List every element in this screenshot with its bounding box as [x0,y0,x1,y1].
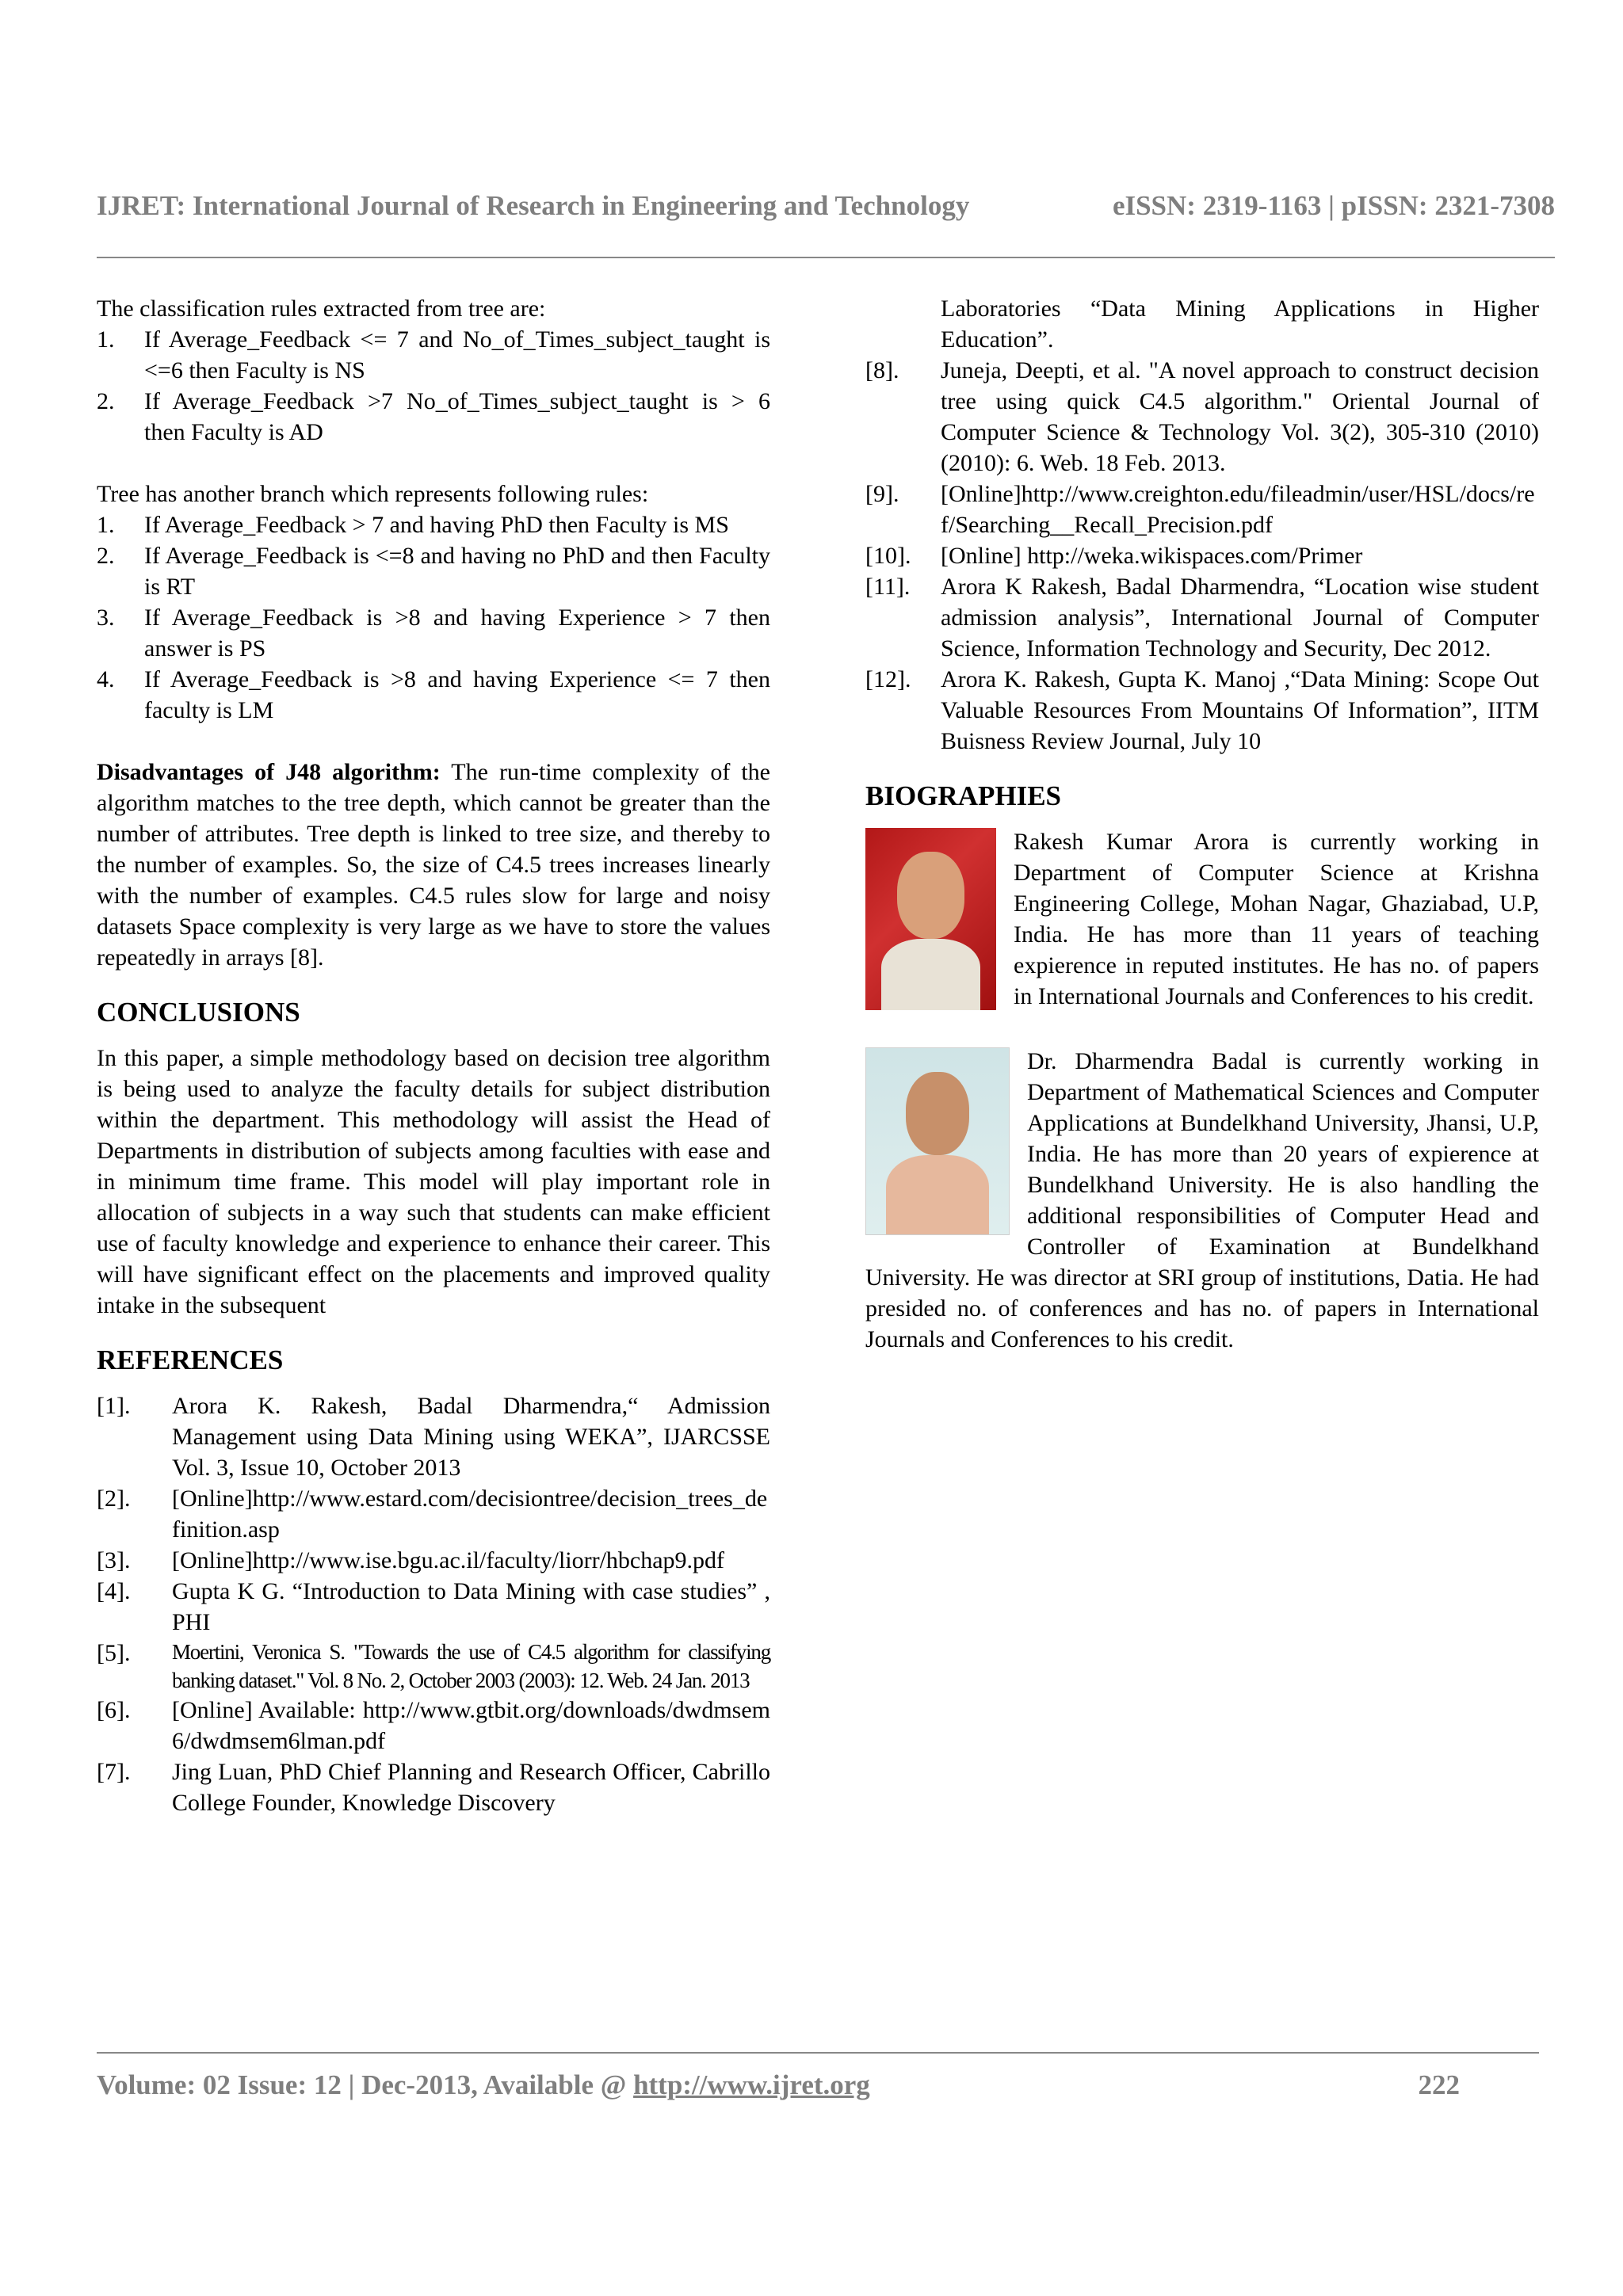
reference-item: [12]. Arora K. Rakesh, Gupta K. Manoj ,“Data Mining: Scope Out Valuable Resources From Mountains Of Information”, IITM Buisness Review Journal, July 10 [865,666,1539,754]
reference-item: [3]. [Online]http://www.ise.bgu.ac.il/faculty/liorr/hbchap9.pdf [97,1547,725,1573]
disadvantages-label: Disadvantages of J48 algorithm: [97,759,441,785]
reference-item: [1]. Arora K. Rakesh, Badal Dharmendra,“ Admission Management using Data Mining using WEKA”, IJARCSSE Vol. 3, Issue 10, October 2013 [97,1393,770,1481]
journal-url-link[interactable]: http://www.ijret.org [633,2069,870,2100]
reference-item: [6]. [Online] Available: http://www.gtbit.org/downloads/dwdmsem6/dwdmsem6lman.pdf [97,1697,770,1754]
reference-item: [9]. [Online]http://www.creighton.edu/fileadmin/user/HSL/docs/ref/Searching__Recall_Precision.pdf [865,481,1535,538]
footer-rule [97,2052,1539,2054]
reference-item: [5]. Moertini, Veronica S. "Towards the use of C4.5 algorithm for classifying banking dataset." Vol. 8 No. 2, October 2003 (2003): 12. Web. 24 Jan. 2013 [97,1640,770,1692]
volume-info: Volume: 02 Issue: 12 | Dec-2013, Available @ [97,2069,634,2100]
page-number: 222 [1418,2069,1460,2100]
header-rule [97,257,1555,258]
branch-rules-list [97,509,770,726]
rules-intro: The classification rules extracted from tree are: [97,296,546,322]
rule-item: 3. If Average_Feedback is >8 and having Experience > 7 then answer is PS [97,605,770,662]
references-list [97,1390,770,1818]
reference-item: [7]. Jing Luan, PhD Chief Planning and Research Officer, Cabrillo College Founder, Knowledge Discovery [97,1759,770,1816]
reference-item: [10]. [Online] http://weka.wikispaces.com/Primer [865,543,1363,569]
rule-item: 2. If Average_Feedback is <=8 and having no PhD and then Faculty is RT [97,543,770,600]
references-heading: REFERENCES [97,1344,284,1375]
running-footer [97,2069,1460,2101]
author-photo-2 [865,1047,1010,1235]
rules-list [97,324,770,448]
rule-item: 2. If Average_Feedback >7 No_of_Times_subject_taught is > 6 then Faculty is AD [97,388,770,445]
biographies-heading: BIOGRAPHIES [865,780,1061,811]
conclusions-heading: CONCLUSIONS [97,997,300,1028]
branch-intro: Tree has another branch which represents following rules: [97,481,649,507]
disadvantages-paragraph: Disadvantages of J48 algorithm: The run-time complexity of the algorithm matches to the tree depth, which cannot be greater than the number of attributes. Tree depth is linked to tree size, and thereby to the number of examples. So, the size of C4.5 trees increases linearly with the number of examples. C4.5 rules slow for large and noisy datasets Space complexity is very large as we have to store the values repeatedly in arrays [8]. [97,759,770,971]
rule-item: 4. If Average_Feedback is >8 and having Experience <= 7 then faculty is LM [97,666,770,723]
left-column [97,293,770,1818]
reference-item: [2]. [Online]http://www.estard.com/decisiontree/decision_trees_definition.asp [97,1486,768,1543]
biography-2: Dr. Dharmendra Badal is currently working in Department of Mathematical Sciences and Computer Applications at Bundelkhand University, Jhansi, U.P, India. He has more than 20 years of expierence at Bundelkhand University. He is also handling the additional responsibilities of Computer Head and Controller of Examination at Bundelkhand University. He was director at SRI group of institutions, Datia. He had presided no. of conferences and has no. of papers in International Journals and Conferences to his credit. [865,1048,1539,1352]
references-list-continued [865,293,1539,757]
reference-item: [4]. Gupta K G. “Introduction to Data Mining with case studies” , PHI [97,1578,770,1635]
reference-item: [11]. Arora K Rakesh, Badal Dharmendra, “Location wise student admission analysis”, International Journal of Computer Science, Information Technology and Security, Dec 2012. [865,574,1539,662]
issn: eISSN: 2319-1163 | pISSN: 2321-7308 [1112,190,1555,221]
reference-item: [8]. Juneja, Deepti, et al. "A novel approach to construct decision tree using quick C4.5 algorithm." Oriental Journal of Computer Science & Technology Vol. 3(2), 305-310 (2010) (2010): 6. Web. 18 Feb. 2013. [865,357,1539,476]
running-header [97,190,1555,222]
right-column [865,293,1539,1355]
author-photo-1 [865,828,996,1010]
rule-item: 1. If Average_Feedback <= 7 and No_of_Times_subject_taught is <=6 then Faculty is NS [97,326,770,383]
conclusions-paragraph: In this paper, a simple methodology based on decision tree algorithm is being used to analyze the faculty details for subject distribution within the department. This methodology will assist the Head of Departments in distribution of subjects among faculties with ease and in minimum time frame. This model will play important role in allocation of subjects in a way such that students can make efficient use of faculty knowledge and experience to enhance their career. This will have significant effect on the placements and improved quality intake in the subsequent [97,1045,770,1318]
rule-item: 1. If Average_Feedback > 7 and having PhD then Faculty is MS [97,512,729,538]
journal-name: IJRET: International Journal of Research in Engineering and Technology [97,190,970,221]
reference-continuation: Laboratories “Data Mining Applications in Higher Education”. [941,296,1539,353]
biography-1: Rakesh Kumar Arora is currently working in Department of Computer Science at Krishna Engineering College, Mohan Nagar, Ghaziabad, U.P, India. He has more than 11 years of teaching expierence in reputed institutes. He has no. of papers in International Journals and Conferences to his credit. [865,826,1539,1012]
